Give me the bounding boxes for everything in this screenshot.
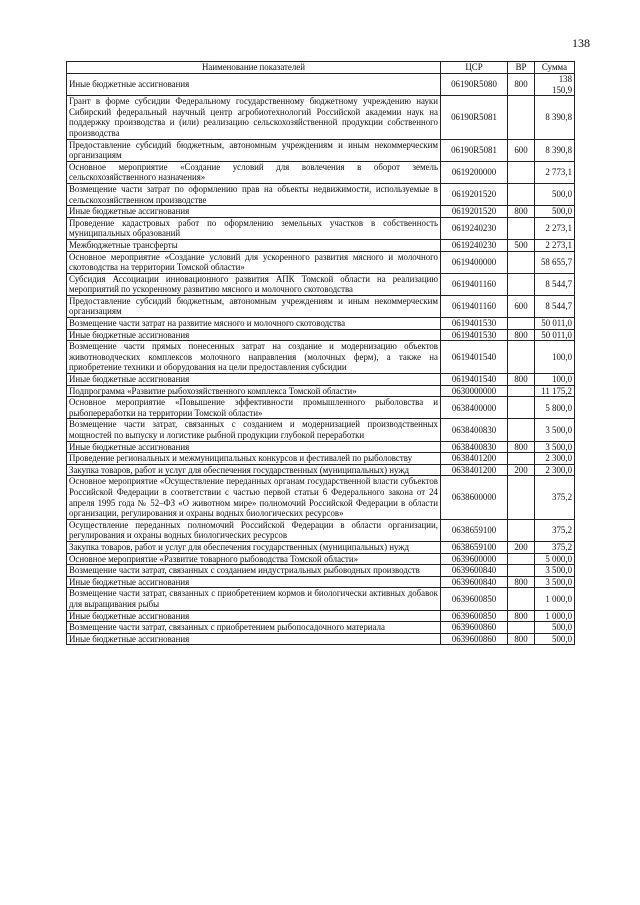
table-row (67, 385, 575, 397)
cell-vr (508, 476, 535, 519)
cell-csr: 0619200000 (441, 161, 508, 183)
cell-name: Закупка товаров, работ и услуг для обеспечения государственных (муниципальных) нужд (67, 464, 441, 476)
cell-vr: 200 (508, 541, 535, 553)
cell-vr (508, 217, 535, 239)
cell-name: Межбюджетные трансферты (67, 239, 441, 251)
cell-name: Иные бюджетные ассигнования (67, 610, 441, 622)
cell-csr: 0619401530 (441, 329, 508, 341)
cell-vr: 800 (508, 441, 535, 453)
table-row (67, 576, 575, 588)
cell-name: Иные бюджетные ассигнования (67, 441, 441, 453)
cell-name: Возмещение части затрат, связанных с созданием и модернизацией производственных мощностей по выпуску и логистике рыбной продукции глубокой переработки (67, 419, 441, 441)
budget-table (66, 61, 575, 645)
table-row (67, 541, 575, 553)
cell-csr: 0639600850 (441, 588, 508, 610)
cell-csr: 0619401530 (441, 318, 508, 330)
cell-name: Предоставление субсидий бюджетным, автономным учреждениям и иным некоммерческим организациям (67, 295, 441, 317)
header-csr: ЦСР (441, 62, 508, 74)
cell-sum: 2 273,1 (535, 217, 575, 239)
cell-csr: 0638659100 (441, 519, 508, 541)
cell-vr (508, 519, 535, 541)
table-row (67, 374, 575, 386)
cell-csr: 0639600860 (441, 622, 508, 634)
cell-sum: 58 655,7 (535, 251, 575, 273)
cell-csr: 06190R5081 (441, 96, 508, 139)
cell-name: Грант в форме субсидии Федеральному государственному бюджетному учреждению науки Сибирский федеральный научный центр агробиотехнологий Российской академии наук на поддержку производства и (или) реализацию сельскохозяйственной продукции собственного производства (67, 96, 441, 139)
table-row (67, 217, 575, 239)
cell-csr: 0638600000 (441, 476, 508, 519)
header-name: Наименование показателей (67, 62, 441, 74)
cell-vr: 800 (508, 374, 535, 386)
cell-csr: 0639600860 (441, 633, 508, 645)
cell-csr: 0630000000 (441, 385, 508, 397)
cell-name: Возмещение части затрат, связанных с созданием индустриальных рыбоводных производств (67, 565, 441, 577)
cell-csr: 0639600840 (441, 565, 508, 577)
table-row (67, 397, 575, 419)
cell-csr: 0639600840 (441, 576, 508, 588)
cell-csr: 0639600850 (441, 610, 508, 622)
cell-name: Основное мероприятие «Осуществление переданных органам государственной власти субъектов Российской Федерации в соответствии с частью первой статьи 6 Федерального закона от 24 апреля 1995 года № 52–ФЗ «О животном мире» полномочий Российской Федерации в области организации, регулирования и охраны водных биологических ресурсов» (67, 476, 441, 519)
cell-name: Основное мероприятие «Создание условий для ускоренного развития мясного и молочного скотоводства на территории Томской области» (67, 251, 441, 273)
table-row (67, 139, 575, 161)
table-row (67, 453, 575, 465)
table-row (67, 96, 575, 139)
cell-name: Осуществление переданных полномочий Российской Федерации в области организации, регулирования и охраны водных биологических ресурсов (67, 519, 441, 541)
table-row (67, 318, 575, 330)
cell-csr: 0638401200 (441, 464, 508, 476)
table-row (67, 161, 575, 183)
header-sum: Сумма (535, 62, 575, 74)
cell-sum: 2 300,0 (535, 453, 575, 465)
table-row (67, 464, 575, 476)
table-row (67, 206, 575, 218)
cell-name: Субсидия Ассоциации инновационного развития АПК Томской области на реализацию мероприятий по ускоренному развитию мясного и молочного скотоводства (67, 273, 441, 295)
cell-sum: 500,0 (535, 622, 575, 634)
cell-sum: 5 800,0 (535, 397, 575, 419)
cell-sum: 100,0 (535, 341, 575, 374)
cell-name: Иные бюджетные ассигнования (67, 633, 441, 645)
cell-name: Основное мероприятие «Создание условий для вовлечения в оборот земель сельскохозяйственного назначения» (67, 161, 441, 183)
cell-sum: 2 273,1 (535, 239, 575, 251)
cell-sum: 2 773,1 (535, 161, 575, 183)
cell-vr (508, 341, 535, 374)
cell-name: Возмещение части прямых понесенных затрат на создание и модернизацию объектов животноводческих комплексов молочного направления (молочных ферм), а также на приобретение техники и оборудования на цели предоставления субсидии (67, 341, 441, 374)
table-row (67, 295, 575, 317)
table-row (67, 610, 575, 622)
cell-sum: 50 011,0 (535, 318, 575, 330)
cell-vr (508, 565, 535, 577)
cell-name: Проведение кадастровых работ по оформлению земельных участков в собственность муниципальных образований (67, 217, 441, 239)
cell-sum: 8 390,8 (535, 96, 575, 139)
cell-csr: 0619401160 (441, 295, 508, 317)
table-row (67, 519, 575, 541)
cell-sum: 500,0 (535, 633, 575, 645)
cell-vr: 500 (508, 239, 535, 251)
cell-vr (508, 273, 535, 295)
cell-csr: 0638400830 (441, 441, 508, 453)
cell-sum: 3 500,0 (535, 441, 575, 453)
table-row (67, 239, 575, 251)
cell-csr: 0638400830 (441, 419, 508, 441)
cell-vr: 800 (508, 576, 535, 588)
table-row (67, 183, 575, 205)
cell-csr: 0638401200 (441, 453, 508, 465)
cell-vr: 800 (508, 633, 535, 645)
cell-name: Иные бюджетные ассигнования (67, 329, 441, 341)
cell-csr: 0638659100 (441, 541, 508, 553)
cell-vr: 200 (508, 464, 535, 476)
table-row (67, 441, 575, 453)
table-row (67, 251, 575, 273)
cell-sum: 1 000,0 (535, 588, 575, 610)
cell-sum: 3 500,0 (535, 576, 575, 588)
cell-csr: 0619401540 (441, 374, 508, 386)
table-row (67, 633, 575, 645)
cell-csr: 0619240230 (441, 239, 508, 251)
cell-vr (508, 588, 535, 610)
cell-csr: 0619201520 (441, 183, 508, 205)
cell-csr: 06190R5081 (441, 139, 508, 161)
cell-vr (508, 419, 535, 441)
table-body (67, 74, 575, 645)
cell-name: Иные бюджетные ассигнования (67, 576, 441, 588)
cell-vr: 800 (508, 74, 535, 96)
cell-csr: 0619201520 (441, 206, 508, 218)
cell-sum: 375,2 (535, 541, 575, 553)
table-row (67, 553, 575, 565)
cell-csr: 0619400000 (441, 251, 508, 273)
cell-vr (508, 251, 535, 273)
cell-sum: 375,2 (535, 519, 575, 541)
header-vr: ВР (508, 62, 535, 74)
page-number: 138 (572, 36, 590, 50)
cell-vr (508, 183, 535, 205)
cell-name: Иные бюджетные ассигнования (67, 74, 441, 96)
table-row (67, 622, 575, 634)
cell-sum: 100,0 (535, 374, 575, 386)
cell-sum: 3 500,0 (535, 565, 575, 577)
cell-sum: 8 390,8 (535, 139, 575, 161)
table-row (67, 588, 575, 610)
table-row (67, 341, 575, 374)
cell-csr: 0639600000 (441, 553, 508, 565)
cell-vr (508, 453, 535, 465)
cell-sum: 5 000,0 (535, 553, 575, 565)
cell-sum: 50 011,0 (535, 329, 575, 341)
cell-name: Возмещение части затрат, связанных с приобретением кормов и биологически активных добавок для выращивания рыбы (67, 588, 441, 610)
cell-sum: 8 544,7 (535, 273, 575, 295)
table-row (67, 273, 575, 295)
cell-name: Иные бюджетные ассигнования (67, 374, 441, 386)
cell-csr: 0638400000 (441, 397, 508, 419)
table-row (67, 476, 575, 519)
cell-name: Основное мероприятие «Повышение эффективности промышленного рыболовства и рыбопереработки на территории Томской области» (67, 397, 441, 419)
cell-sum: 2 300,0 (535, 464, 575, 476)
cell-vr (508, 318, 535, 330)
cell-sum: 3 500,0 (535, 419, 575, 441)
cell-name: Возмещение части затрат по оформлению прав на объекты недвижимости, используемые в сельскохозяйственном производстве (67, 183, 441, 205)
table-header-row (67, 62, 575, 74)
cell-name: Проведение региональных и межмуниципальных конкурсов и фестивалей по рыболовству (67, 453, 441, 465)
cell-sum: 375,2 (535, 476, 575, 519)
cell-sum: 8 544,7 (535, 295, 575, 317)
cell-vr: 600 (508, 139, 535, 161)
cell-sum: 138 150,9 (535, 74, 575, 96)
cell-csr: 0619401540 (441, 341, 508, 374)
cell-vr (508, 96, 535, 139)
cell-name: Иные бюджетные ассигнования (67, 206, 441, 218)
cell-name: Предоставление субсидий бюджетным, автономным учреждениям и иным некоммерческим организациям (67, 139, 441, 161)
cell-vr: 800 (508, 610, 535, 622)
table-row (67, 74, 575, 96)
cell-sum: 11 175,2 (535, 385, 575, 397)
table-row (67, 329, 575, 341)
cell-name: Возмещение части затрат, связанных с приобретением рыбопосадочного материала (67, 622, 441, 634)
cell-vr: 800 (508, 206, 535, 218)
cell-vr (508, 553, 535, 565)
table-row (67, 565, 575, 577)
cell-vr (508, 385, 535, 397)
cell-sum: 500,0 (535, 206, 575, 218)
cell-csr: 06190R5080 (441, 74, 508, 96)
cell-vr (508, 161, 535, 183)
table-row (67, 419, 575, 441)
cell-vr (508, 622, 535, 634)
cell-name: Основное мероприятие «Развитие товарного рыбоводства Томской области» (67, 553, 441, 565)
cell-sum: 1 000,0 (535, 610, 575, 622)
cell-name: Закупка товаров, работ и услуг для обеспечения государственных (муниципальных) нужд (67, 541, 441, 553)
cell-vr: 800 (508, 329, 535, 341)
cell-sum: 500,0 (535, 183, 575, 205)
cell-name: Подпрограмма «Развитие рыбохозяйственного комплекса Томской области» (67, 385, 441, 397)
cell-csr: 0619401160 (441, 273, 508, 295)
cell-vr: 600 (508, 295, 535, 317)
cell-vr (508, 397, 535, 419)
cell-name: Возмещение части затрат на развитие мясного и молочного скотоводства (67, 318, 441, 330)
cell-csr: 0619240230 (441, 217, 508, 239)
